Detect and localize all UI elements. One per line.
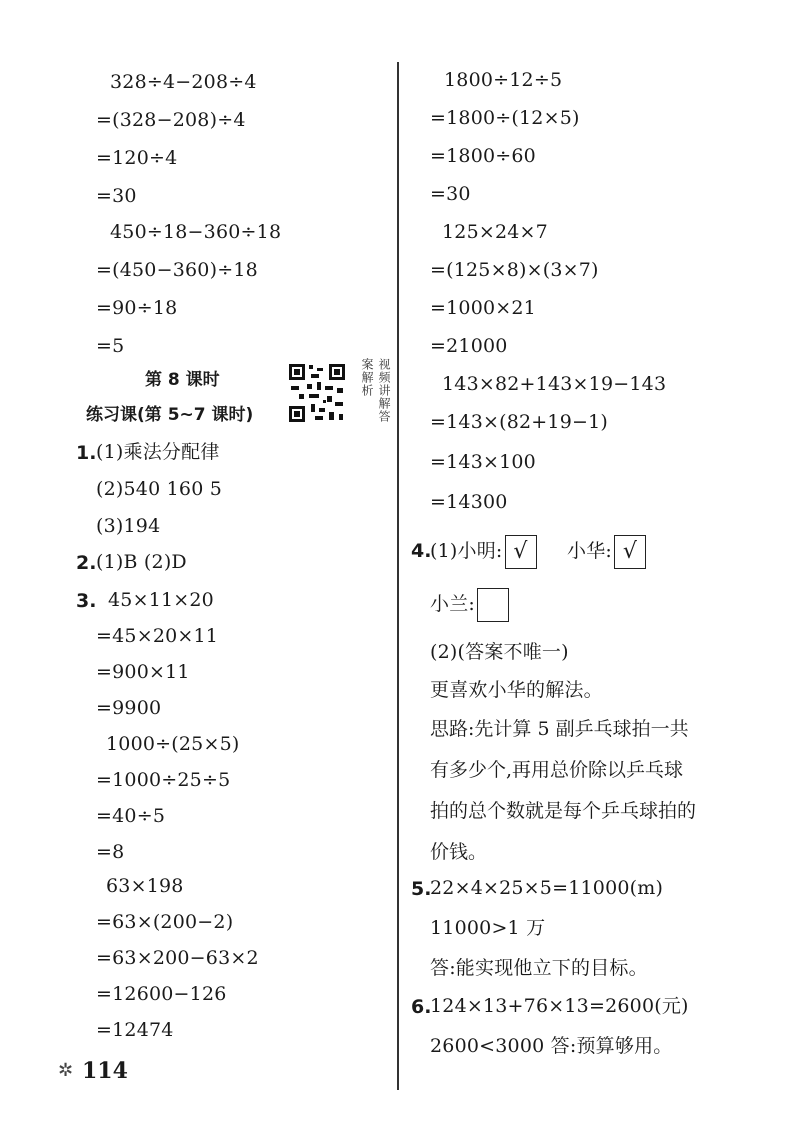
question-number: 6. [411,996,432,1018]
label-xiaolan: 小兰: [430,593,476,615]
checkbox-xiaohua[interactable]: √ [614,535,646,569]
calc-line: =5 [96,335,125,357]
calc-line: 11000>1 万 [430,917,546,939]
column-divider [397,62,399,1090]
calc-line: =(328−208)÷4 [96,109,246,131]
calc-line: =14300 [430,491,508,513]
section-title: 练习课(第 5~7 课时) [86,405,254,425]
qr-caption: 视频讲解答案解析 [360,358,391,423]
lesson-title: 第 8 课时 [145,370,220,390]
question-number: 1. [76,442,97,464]
calc-line: =30 [96,185,137,207]
question-number: 5. [411,878,432,900]
question-number: 3. [76,590,97,612]
calc-line: 450÷18−360÷18 [110,221,282,243]
calc-line: =63×(200−2) [96,911,234,933]
calc-line: =12600−126 [96,983,227,1005]
qr-code-icon[interactable] [287,362,347,424]
calc-line: =12474 [96,1019,174,1041]
checkbox-xiaolan[interactable] [477,588,509,622]
question-number: 2. [76,552,97,574]
calc-line: 125×24×7 [442,221,548,243]
calc-line: =45×20×11 [96,625,219,647]
calc-line: =90÷18 [96,297,178,319]
calc-line: =900×11 [96,661,190,683]
calc-line: 63×198 [106,875,184,897]
page-number: 114 [82,1058,128,1084]
calc-line: =40÷5 [96,805,166,827]
calc-line: =143×100 [430,451,536,473]
answer-line: (2)(答案不唯一) [430,641,569,663]
calc-line: 124×13+76×13=2600(元) [430,995,689,1017]
answer-line: (1)B (2)D [96,551,187,573]
label-xiaoming: (1)小明: [430,540,503,562]
reason-line: 思路:先计算 5 副乒乓球拍一共 [430,718,689,740]
calc-line: =21000 [430,335,508,357]
calc-line: 22×4×25×5=11000(m) [430,877,664,899]
question-number: 4. [411,540,432,562]
answer-line: (2)540 160 5 [96,478,223,500]
calc-line: =120÷4 [96,147,178,169]
reason-line: 价钱。 [430,841,488,863]
answer-line [430,586,509,622]
answer-line [430,533,646,569]
calc-line: 45×11×20 [108,589,214,611]
answer-line: 更喜欢小华的解法。 [430,679,603,701]
calc-line: =(450−360)÷18 [96,259,258,281]
calc-line: 1800÷12÷5 [444,69,563,91]
calc-line: =1800÷60 [430,145,536,167]
calc-line: =143×(82+19−1) [430,411,609,433]
calc-line: =8 [96,841,125,863]
calc-line: 1000÷(25×5) [106,733,240,755]
answer-line: (1)乘法分配律 [96,441,220,463]
calc-line: =9900 [96,697,162,719]
calc-line: 143×82+143×19−143 [442,373,667,395]
answer-line: (3)194 [96,515,161,537]
calc-line: 328÷4−208÷4 [110,71,257,93]
label-xiaohua: 小华: [567,540,613,562]
calc-line: =63×200−63×2 [96,947,259,969]
calc-line: =30 [430,183,471,205]
star-icon: ✲ [58,1060,74,1081]
calc-line: =1000×21 [430,297,536,319]
answer-line: 答:能实现他立下的目标。 [430,957,648,979]
calc-line: 2600<3000 答:预算够用。 [430,1035,673,1057]
checkbox-xiaoming[interactable]: √ [505,535,537,569]
calc-line: =1800÷(12×5) [430,107,580,129]
reason-line: 拍的总个数就是每个乒乓球拍的 [430,800,697,822]
calc-line: =(125×8)×(3×7) [430,259,599,281]
calc-line: =1000÷25÷5 [96,769,231,791]
reason-line: 有多少个,再用总价除以乒乓球 [430,759,684,781]
